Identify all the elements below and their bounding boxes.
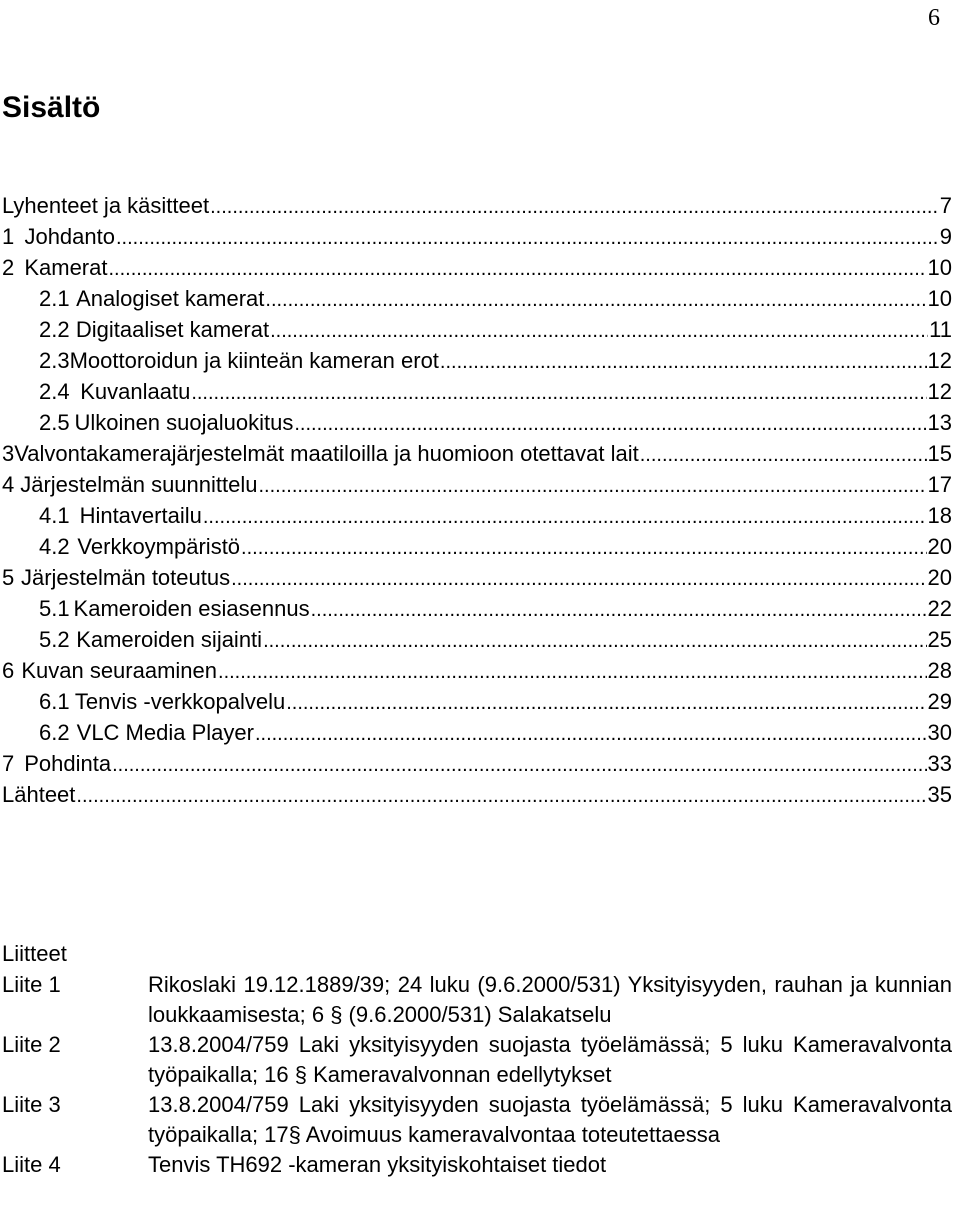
toc-row[interactable]: [2, 438, 952, 469]
toc-row[interactable]: [2, 655, 952, 686]
toc-page: 10: [927, 255, 952, 280]
toc-label: Lähteet: [2, 782, 76, 807]
toc-number: 7: [2, 751, 15, 776]
toc-label: Järjestelmän toteutus: [20, 565, 231, 590]
toc-label: VLC Media Player: [76, 720, 254, 745]
toc-page: 10: [927, 286, 952, 311]
toc-number: 5.2: [39, 627, 70, 652]
toc-number: 2: [2, 255, 15, 280]
toc-leader: [440, 347, 927, 378]
toc-label: Kameroiden sijainti: [76, 627, 263, 652]
toc-row[interactable]: [2, 562, 952, 593]
toc-leader: [116, 223, 939, 254]
toc-label: Pohdinta: [24, 751, 112, 776]
toc-number: 6.1: [39, 689, 70, 714]
toc-label: Digitaaliset kamerat: [75, 317, 270, 342]
toc-page: 13: [927, 410, 952, 435]
toc-row[interactable]: [2, 314, 952, 345]
toc-page: 20: [927, 565, 952, 590]
toc-page: 11: [929, 317, 952, 342]
appendix-item: [2, 1090, 952, 1150]
toc-page: 35: [927, 782, 952, 807]
toc-label: Kamerat: [24, 255, 108, 280]
appendix-description: Tenvis TH692 -kameran yksityiskohtaiset tiedot: [148, 1152, 607, 1177]
toc-leader: [640, 440, 927, 471]
toc-number: 1: [2, 224, 15, 249]
toc-label: Ulkoinen suojaluokitus: [74, 410, 294, 435]
toc-row[interactable]: [2, 469, 952, 500]
toc-leader: [108, 254, 926, 285]
toc-row[interactable]: [2, 221, 952, 252]
toc-leader: [218, 657, 927, 688]
toc-label: Lyhenteet ja käsitteet: [2, 193, 210, 218]
page-title: Sisältö: [2, 91, 101, 124]
toc-row[interactable]: [2, 345, 952, 376]
toc-page: 7: [939, 193, 952, 218]
toc-label: Tenvis -verkkopalvelu: [74, 689, 286, 714]
toc-leader: [258, 471, 926, 502]
toc-page: 18: [927, 503, 952, 528]
toc-row[interactable]: [2, 779, 952, 810]
toc-row[interactable]: [2, 531, 952, 562]
toc-page: 28: [927, 658, 952, 683]
toc-row[interactable]: [2, 252, 952, 283]
toc-leader: [263, 626, 926, 657]
toc-row[interactable]: [2, 500, 952, 531]
toc-number: 6.2: [39, 720, 70, 745]
toc-number: 4.1: [39, 503, 70, 528]
toc-number: 4.2: [39, 534, 70, 559]
toc-leader: [231, 564, 926, 595]
toc-number: 4: [2, 472, 15, 497]
toc-leader: [203, 502, 927, 533]
appendix-description: Rikoslaki 19.12.1889/39; 24 luku (9.6.2000/531) Yksityisyyden, rauhan ja kunnian loukkaamisesta; 6 § (9.6.2000/531) Salakatselu: [148, 972, 952, 1027]
toc-leader: [241, 533, 926, 564]
toc-label: Järjestelmän suunnittelu: [20, 472, 258, 497]
appendix-label: Liite 2: [2, 1032, 61, 1057]
toc-label: Kuvan seuraaminen: [21, 658, 218, 683]
toc-leader: [210, 192, 939, 223]
appendix-item: [2, 970, 952, 1030]
toc-number: 2.3: [39, 348, 70, 373]
toc-label: Analogiset kamerat: [76, 286, 265, 311]
toc-number: 2.5: [39, 410, 70, 435]
toc-label: Moottoroidun ja kiinteän kameran erot: [69, 348, 439, 373]
appendices-heading: Liitteet: [2, 941, 67, 966]
toc-label: Kuvanlaatu: [80, 379, 191, 404]
toc-page: 30: [927, 720, 952, 745]
toc-number: 2.1: [39, 286, 70, 311]
toc-leader: [286, 688, 926, 719]
toc-number: 2.2: [39, 317, 70, 342]
appendix-item: [2, 1150, 952, 1180]
toc-leader: [294, 409, 926, 440]
toc-number: 5.1: [39, 596, 70, 621]
toc-number: 5: [2, 565, 15, 590]
toc-page: 20: [927, 534, 952, 559]
appendix-label: Liite 1: [2, 972, 61, 997]
appendices-list: [2, 970, 952, 1180]
toc-number: 6: [2, 658, 15, 683]
toc-label: Hintavertailu: [79, 503, 202, 528]
toc-row[interactable]: [2, 376, 952, 407]
toc-label: Valvontakamerajärjestelmät maatiloilla ja huomioon otettavat lait: [14, 441, 639, 466]
toc-leader: [191, 378, 926, 409]
appendix-label: Liite 4: [2, 1152, 61, 1177]
toc-row[interactable]: [2, 686, 952, 717]
toc-number: 2.4: [39, 379, 70, 404]
appendix-description: 13.8.2004/759 Laki yksityisyyden suojasta työelämässä; 5 luku Kameravalvonta työpaikalla; 17§ Avoimuus kameravalvontaa toteutettaessa: [148, 1092, 952, 1147]
toc-page: 29: [927, 689, 952, 714]
toc-row[interactable]: [2, 624, 952, 655]
toc-row[interactable]: [2, 748, 952, 779]
toc-row[interactable]: [2, 283, 952, 314]
toc-page: 12: [927, 348, 952, 373]
toc-row[interactable]: [2, 593, 952, 624]
toc-page: 9: [939, 224, 952, 249]
toc-leader: [255, 719, 927, 750]
table-of-contents: [2, 190, 952, 810]
toc-number: 3: [2, 441, 15, 466]
toc-row[interactable]: [2, 717, 952, 748]
appendix-label: Liite 3: [2, 1092, 61, 1117]
toc-page: 15: [927, 441, 952, 466]
toc-page: 33: [927, 751, 952, 776]
toc-leader: [112, 750, 926, 781]
appendix-description: 13.8.2004/759 Laki yksityisyyden suojasta työelämässä; 5 luku Kameravalvonta työpaikalla; 16 § Kameravalvonnan edellytykset: [148, 1032, 952, 1087]
toc-leader: [311, 595, 927, 626]
toc-page: 25: [927, 627, 952, 652]
toc-row[interactable]: [2, 407, 952, 438]
toc-leader: [76, 781, 926, 812]
toc-leader: [270, 316, 928, 347]
toc-leader: [265, 285, 926, 316]
toc-label: Kameroiden esiasennus: [73, 596, 310, 621]
appendix-item: [2, 1030, 952, 1090]
toc-label: Johdanto: [24, 224, 115, 249]
toc-row[interactable]: [2, 190, 952, 221]
toc-page: 17: [927, 472, 952, 497]
toc-label: Verkkoympäristö: [77, 534, 241, 559]
toc-page: 22: [927, 596, 952, 621]
toc-page: 12: [927, 379, 952, 404]
page-number: 6: [928, 5, 940, 31]
